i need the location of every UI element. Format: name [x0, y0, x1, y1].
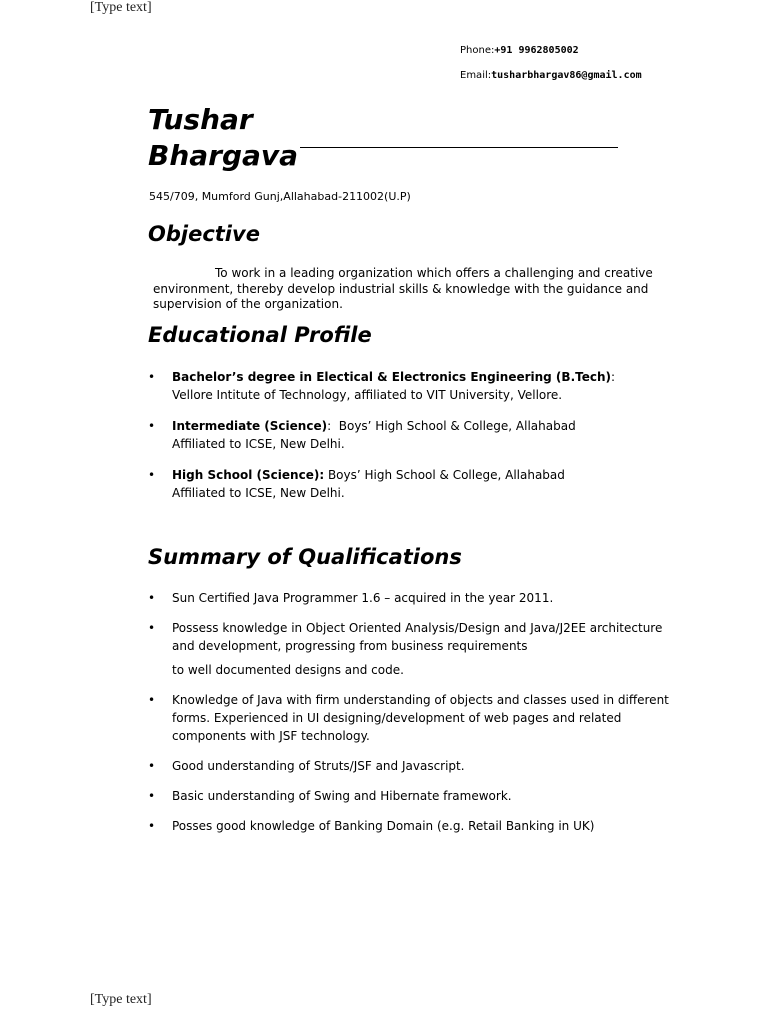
qualifications-heading: Summary of Qualifications [148, 545, 462, 569]
education-item-line1: Boys’ High School & College, Allahabad [331, 419, 576, 433]
education-item-title: Bachelor’s degree in Electical & Electronics Engineering (B.Tech) [172, 370, 611, 384]
qualification-item: • Possess knowledge in Object Oriented Analysis/Design and Java/J2EE architecture and development, progressing from business requirements [148, 619, 672, 655]
education-item-title: Intermediate (Science) [172, 419, 328, 433]
qualification-item: • Sun Certified Java Programmer 1.6 – acquired in the year 2011. [148, 589, 672, 607]
education-item-line2: Affiliated to ICSE, New Delhi. [172, 437, 345, 451]
education-item [148, 466, 652, 502]
education-heading: Educational Profile [148, 323, 372, 347]
education-item-line2: Affiliated to ICSE, New Delhi. [172, 486, 345, 500]
objective-text [153, 266, 683, 313]
phone-line [460, 45, 579, 56]
objective-paragraph: To work in a leading organization which offers a challenging and creative environment, thereby develop industrial skills & knowledge with the guidance and supervision of the organization. [153, 266, 653, 311]
email-line [460, 70, 642, 81]
education-item [148, 368, 652, 404]
phone-label: Phone: [460, 45, 495, 56]
email-value: tusharbhargav86@gmail.com [491, 70, 642, 81]
qualifications-list [148, 589, 672, 847]
education-item-line1: Boys’ High School & College, Allahabad [324, 468, 565, 482]
phone-value: +91 9962805002 [494, 45, 579, 56]
qualification-item: • Knowledge of Java with firm understanding of objects and classes used in different forms. Experienced in UI designing/development of web pages and related components with JSF technology. [148, 691, 672, 745]
education-item [148, 417, 652, 453]
education-list [148, 368, 652, 515]
qualification-item: • Basic understanding of Swing and Hibernate framework. [148, 787, 672, 805]
education-item-title: High School (Science): [172, 468, 325, 482]
name-first: Tushar [148, 103, 253, 136]
name-last: Bhargava [148, 139, 299, 172]
header-placeholder: [Type text] [90, 0, 152, 15]
address: 545/709, Mumford Gunj,Allahabad-211002(U.P) [149, 190, 411, 203]
education-item-sep: : [611, 370, 616, 384]
name-underline [300, 147, 618, 148]
email-label: Email: [460, 70, 492, 81]
education-item-line2: Vellore Intitute of Technology, affiliated to VIT University, Vellore. [172, 388, 563, 402]
footer-placeholder: [Type text] [90, 992, 152, 1007]
education-item-sep: : [327, 419, 332, 433]
qualification-item: • Posses good knowledge of Banking Domain (e.g. Retail Banking in UK) [148, 817, 672, 835]
qualification-item: • Good understanding of Struts/JSF and Javascript. [148, 757, 672, 775]
objective-heading: Objective [148, 222, 260, 246]
qualification-continuation: to well documented designs and code. [172, 663, 404, 677]
